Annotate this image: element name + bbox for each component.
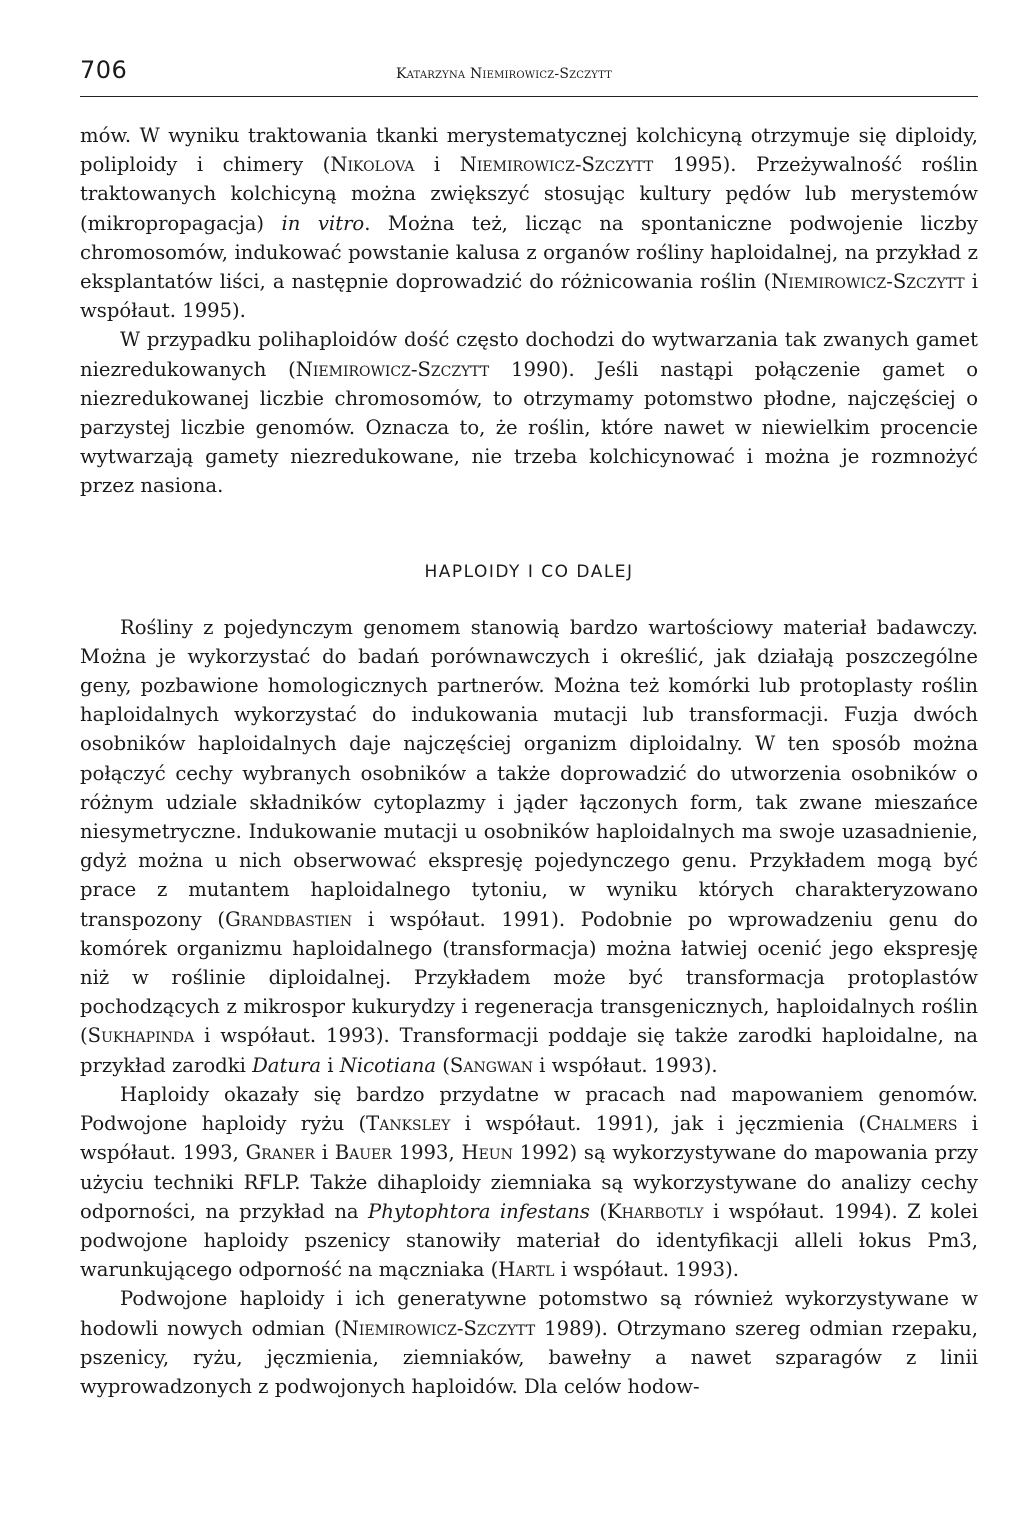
text-run: . Można też, licząc na spontaniczne podwojenie liczby chromosomów, indukować powstanie kalusa z organów rośliny haploidalnej, na przykład z eksplantatów liści, a następnie doprowadzić do różnicowania roślin ( [80,211,978,294]
text-run: i współaut. 1993, [80,1112,978,1165]
page-number: 706 [80,56,128,84]
paragraph-2 [80,325,978,500]
text-run: i [414,153,460,177]
paragraph-4 [80,1080,978,1284]
text-run: 1989). Otrzymano szereg odmian rzepaku, pszenicy, ryżu, jęczmienia, ziemniaków, bawełny a nawet szparagów z linii wyprowadzonych z podwojonych haploidów. Dla celów hodow- [80,1316,978,1398]
citation-author: Niemirowicz-Szczytt [295,357,490,381]
section-heading: HAPLOIDY I CO DALEJ [424,561,634,582]
citation-author: Niemirowicz-Szczytt [771,270,965,294]
citation-author: Heun [461,1141,513,1165]
text-run: ( [436,1053,450,1077]
text-run: i współaut. 1994). Z kolei podwojone haploidy pszenicy stanowiły materiał do identyfikacji alleli łokus Pm3, warunkującego odporność na mączniaka ( [80,1199,978,1282]
text-run: 1992) są wykorzystywane do mapowania przy użyciu techniki RFLP. Także dihaploidy ziemniaka są wykorzystywane do analizy cechy odporności, na przykład na [80,1141,978,1223]
latin-term: Phytophtora infestans [368,1199,590,1223]
text-run: i współaut. 1991), jak i jęczmienia ( [450,1112,867,1136]
latin-term: Datura [252,1053,321,1077]
citation-author: Bauer [334,1141,392,1165]
latin-term: Nicotiana [339,1053,437,1077]
text-run: Podwojone haploidy i ich generatywne potomstwo są również wykorzystywane w hodowli nowych odmian ( [80,1287,978,1340]
text-run: mów. W wyniku traktowania tkanki merystematycznej kolchicyną otrzymuje się diploidy, poliploidy i chimery ( [80,124,978,177]
text-run: i współaut. 1995). [80,270,979,323]
citation-author: Nikolova [330,153,415,177]
citation-author: Sukhapinda [87,1024,195,1048]
paragraph-1 [80,121,978,325]
citation-author: Grandbastien [225,907,353,931]
running-head-author: Katarzyna Niemirowicz-Szczytt [396,66,613,82]
citation-author: Kharbotly [607,1199,704,1223]
running-head [80,56,978,97]
document-page [80,56,978,1401]
citation-author: Niemirowicz-Szczytt [341,1316,536,1340]
text-run: 1990). Jeśli nastąpi połączenie gamet o niezredukowanej liczbie chromosomów, to otrzymamy potomstwo płodne, najczęściej o parzystej liczbie genomów. Oznacza to, że roślin, które nawet w niewielkim procencie wytwarzają gamety niezredukowane, nie trzeba kolchicynować i można je rozmnożyć przez nasiona. [80,357,978,498]
text-run: 1995). Przeżywalność roślin traktowanych kolchicyną można zwiększyć stosując kultury pędów lub merystemów (mikropropagacja) [80,153,978,235]
citation-author: Sangwan [449,1053,533,1077]
text-run: i współaut. 1991). Podobnie po wprowadzeniu genu do komórek organizmu haploidalnego (transformacja) można łatwiej ocenić jego ekspresję niż w roślinie diploidalnej. Przykładem może być transformacja protoplastów pochodzących z mikrospor kukurydzy i regeneracja transgenicznych, haploidalnych roślin ( [80,907,978,1048]
paragraph-3 [80,613,978,1080]
citation-author: Chalmers [866,1112,958,1136]
latin-term: in vitro [281,211,365,235]
text-run: i [321,1053,340,1077]
text-run: 1993, [391,1141,462,1165]
body-text [80,121,978,1401]
citation-author: Tanksley [366,1112,451,1136]
text-run: i współaut. 1993). [554,1258,740,1282]
text-run: i współaut. 1993). Transformacji poddaje się także zarodki haploidalne, na przykład zarodki [80,1024,978,1077]
text-run: ( [589,1199,607,1223]
text-run: Rośliny z pojedynczym genomem stanowią bardzo wartościowy materiał badawczy. Można je wykorzystać do badań porównawczych i określić, jak działają poszczególne geny, pozbawione homologicznych partnerów. Można też komórki lub protoplasty roślin haploidalnych wykorzystać do indukowania mutacji lub transformacji. Fuzja dwóch osobników haploidalnych daje najczęściej organizm diploidalny. W ten sposób można połączyć cechy wybranych osobników a także doprowadzić do utworzenia osobników o różnym udziale składników cytoplazmy i jąder łączonych form, tak zwane mieszańce niesymetryczne. Indukowanie mutacji u osobników haploidalnych ma swoje uzasadnienie, gdyż można u nich obserwować ekspresję pojedynczego genu. Przykładem mogą być prace z mutantem haploidalnego tytoniu, w wyniku których charakteryzowano transpozony ( [80,615,978,931]
text-run: W przypadku polihaploidów dość często dochodzi do wytwarzania tak zwanych gamet niezredukowanych ( [80,328,978,381]
paragraph-5 [80,1284,978,1401]
text-run: i współaut. 1993). [532,1053,718,1077]
citation-author: Graner [245,1141,315,1165]
citation-author: Hartl [498,1258,555,1282]
text-run: i [314,1141,335,1165]
citation-author: Niemirowicz-Szczytt [459,153,654,177]
text-run: Haploidy okazały się bardzo przydatne w pracach nad mapowaniem genomów. Podwojone haploidy ryżu ( [80,1082,978,1136]
